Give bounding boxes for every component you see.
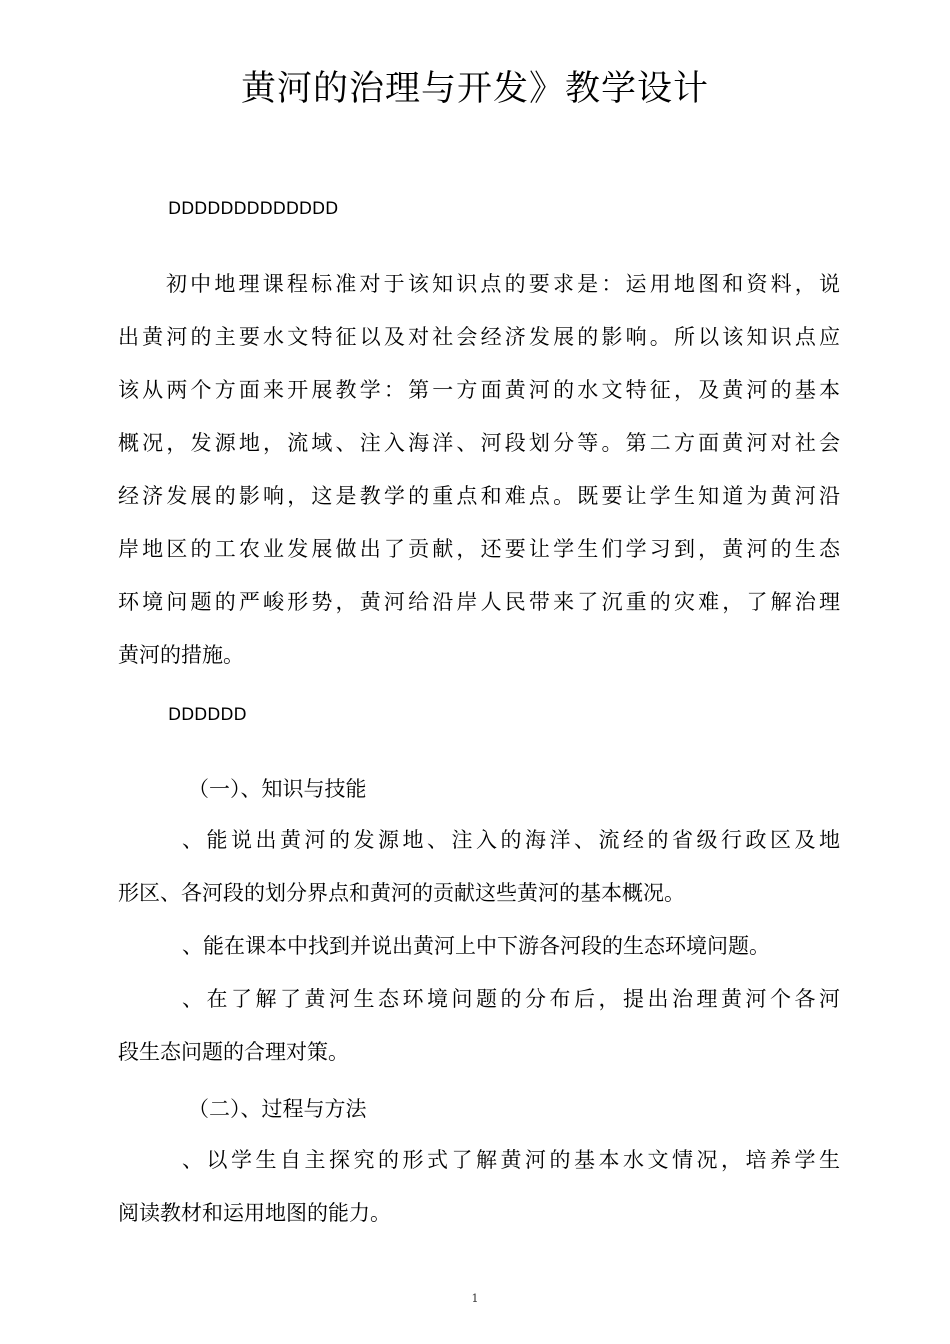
subsection-heading-knowledge: （一）、知识与技能 — [188, 777, 367, 801]
intro-paragraph — [118, 258, 840, 682]
intro-line-5: 经济发展的影响，这是教学的重点和难点。既要让学生知道为黄河沿 — [118, 484, 840, 508]
knowledge-item-2-line-1: 、能在课本中找到并说出黄河上中下游各河段的生态环境问题。 — [182, 934, 770, 958]
intro-line-1: 初中地理课程标准对于该知识点的要求是：运用地图和资料，说 — [166, 272, 840, 296]
process-item-1 — [118, 1134, 840, 1240]
intro-line-8: 黄河的措施。 — [118, 643, 244, 667]
knowledge-item-1-line-1: 、能说出黄河的发源地、注入的海洋、流经的省级行政区及地 — [182, 828, 840, 852]
knowledge-item-1-line-2: 形区、各河段的划分界点和黄河的贡献这些黄河的基本概况。 — [118, 881, 685, 905]
knowledge-item-3 — [118, 973, 840, 1079]
intro-line-4: 概况，发源地，流域、注入海洋、河段划分等。第二方面黄河对社会 — [118, 431, 840, 455]
knowledge-item-3-line-1: 、在了解了黄河生态环境问题的分布后，提出治理黄河个各河 — [182, 987, 840, 1011]
knowledge-item-2 — [118, 920, 840, 973]
intro-line-2: 出黄河的主要水文特征以及对社会经济发展的影响。所以该知识点应 — [118, 325, 840, 349]
knowledge-item-3-line-2: 段生态问题的合理对策。 — [118, 1040, 349, 1064]
process-item-1-line-2: 阅读教材和运用地图的能力。 — [118, 1201, 391, 1225]
intro-line-6: 岸地区的工农业发展做出了贡献，还要让学生们学习到，黄河的生态 — [118, 537, 840, 561]
knowledge-item-1 — [118, 814, 840, 920]
section-heading-1: DDDDDDDDDDDDD — [168, 199, 339, 219]
document-title: 黄河的治理与开发》教学设计 — [240, 69, 709, 109]
page-number: 1 — [471, 1292, 479, 1305]
process-item-1-line-1: 、以学生自主探究的形式了解黄河的基本水文情况，培养学生 — [182, 1148, 840, 1172]
section-heading-2: DDDDDD — [168, 705, 247, 725]
subsection-heading-process: （二）、过程与方法 — [188, 1097, 367, 1121]
intro-line-7: 环境问题的严峻形势，黄河给沿岸人民带来了沉重的灾难，了解治理 — [118, 590, 840, 614]
intro-line-3: 该从两个方面来开展教学：第一方面黄河的水文特征，及黄河的基本 — [118, 378, 840, 402]
